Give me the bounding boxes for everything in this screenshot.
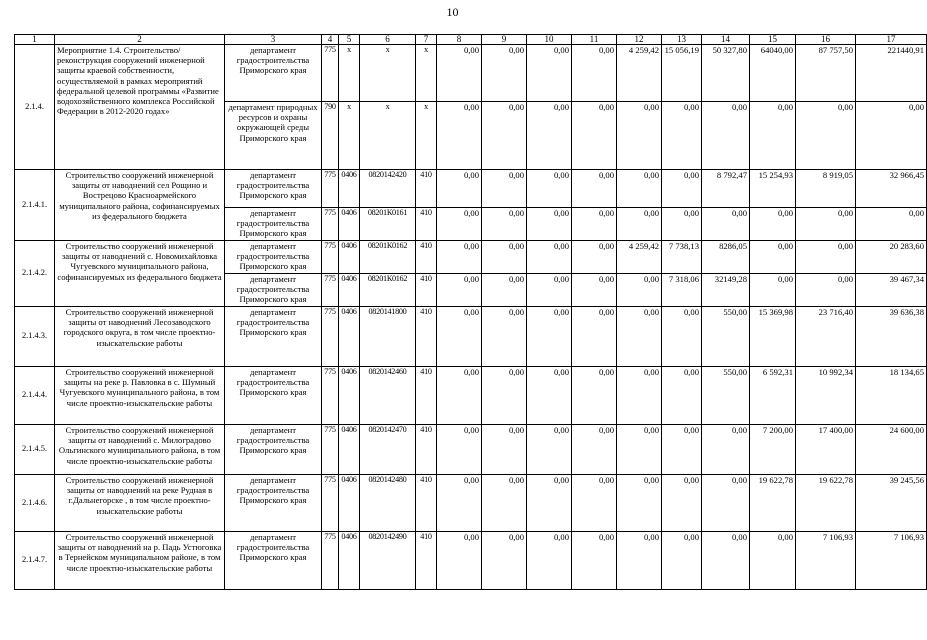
grbs-code: 775 (322, 241, 339, 274)
amount-cell: 4 259,42 (617, 45, 662, 102)
amount-cell: 550,00 (702, 367, 750, 425)
table-row (15, 425, 927, 475)
expense-type-code: 410 (416, 274, 437, 307)
responsible-department: департамент градостроительства Приморского края (225, 170, 322, 208)
amount-cell: 0,00 (437, 208, 482, 241)
section-code: 0406 (339, 307, 360, 367)
amount-cell: 0,00 (617, 170, 662, 208)
amount-cell: 0,00 (750, 102, 796, 170)
amount-cell: 0,00 (437, 102, 482, 170)
amount-cell: 8286,05 (702, 241, 750, 274)
activity-name: Строительство сооружений инженерной защиты от наводнений с. Милоградово Ольгинского муниципального района, в том числе проектно-изыскательские работы (55, 425, 225, 475)
grbs-code: 775 (322, 208, 339, 241)
amount-cell: 87 757,50 (796, 45, 856, 102)
amount-cell: 0,00 (796, 208, 856, 241)
amount-cell: 0,00 (796, 102, 856, 170)
amount-cell: 0,00 (702, 102, 750, 170)
amount-cell: 0,00 (527, 475, 572, 532)
amount-cell: 0,00 (662, 367, 702, 425)
amount-cell: 0,00 (662, 475, 702, 532)
section-code: х (339, 102, 360, 170)
column-number-header: 14 (702, 35, 750, 45)
column-number-header: 7 (416, 35, 437, 45)
column-number-header: 5 (339, 35, 360, 45)
amount-cell: 0,00 (437, 45, 482, 102)
responsible-department: департамент градостроительства Приморского края (225, 532, 322, 590)
amount-cell: 18 134,65 (856, 367, 927, 425)
table-row (15, 45, 927, 102)
target-article-code: 0820141800 (360, 307, 416, 367)
amount-cell: 23 716,40 (796, 307, 856, 367)
amount-cell: 0,00 (527, 425, 572, 475)
amount-cell: 0,00 (662, 532, 702, 590)
amount-cell: 0,00 (796, 274, 856, 307)
responsible-department: департамент градостроительства Приморского края (225, 425, 322, 475)
table-row (15, 475, 927, 532)
activity-name: Строительство сооружений инженерной защиты на реке р. Павловка в с. Шумный Чугуевского муниципального района, в том числе проектно-изыскательские работы (55, 367, 225, 425)
expense-type-code: 410 (416, 532, 437, 590)
amount-cell: 0,00 (617, 102, 662, 170)
grbs-code: 775 (322, 274, 339, 307)
item-code: 2.1.4. (15, 45, 55, 170)
column-number-header: 10 (527, 35, 572, 45)
amount-cell: 64040,00 (750, 45, 796, 102)
amount-cell: 0,00 (617, 307, 662, 367)
amount-cell: 0,00 (750, 208, 796, 241)
amount-cell: 17 400,00 (796, 425, 856, 475)
section-code: 0406 (339, 208, 360, 241)
amount-cell: 0,00 (437, 241, 482, 274)
column-number-header: 12 (617, 35, 662, 45)
grbs-code: 775 (322, 425, 339, 475)
amount-cell: 19 622,78 (796, 475, 856, 532)
amount-cell: 8 792,47 (702, 170, 750, 208)
amount-cell: 0,00 (572, 170, 617, 208)
responsible-department: департамент градостроительства Приморского края (225, 307, 322, 367)
amount-cell: 0,00 (572, 45, 617, 102)
expense-type-code: 410 (416, 475, 437, 532)
column-number-header: 2 (55, 35, 225, 45)
amount-cell: 50 327,80 (702, 45, 750, 102)
amount-cell: 0,00 (437, 307, 482, 367)
target-article-code: х (360, 102, 416, 170)
target-article-code: х (360, 45, 416, 102)
amount-cell: 39 467,34 (856, 274, 927, 307)
item-code: 2.1.4.7. (15, 532, 55, 590)
responsible-department: департамент градостроительства Приморского края (225, 241, 322, 274)
responsible-department: департамент градостроительства Приморского края (225, 208, 322, 241)
expense-type-code: 410 (416, 307, 437, 367)
expense-type-code: 410 (416, 425, 437, 475)
amount-cell: 0,00 (527, 367, 572, 425)
column-number-header: 1 (15, 35, 55, 45)
amount-cell: 0,00 (482, 241, 527, 274)
amount-cell: 0,00 (437, 367, 482, 425)
amount-cell: 0,00 (437, 425, 482, 475)
amount-cell: 0,00 (527, 241, 572, 274)
amount-cell: 7 318,06 (662, 274, 702, 307)
amount-cell: 0,00 (437, 475, 482, 532)
amount-cell: 0,00 (617, 532, 662, 590)
amount-cell: 550,00 (702, 307, 750, 367)
responsible-department: департамент градостроительства Приморского края (225, 274, 322, 307)
amount-cell: 0,00 (662, 307, 702, 367)
amount-cell: 15 369,98 (750, 307, 796, 367)
expense-type-code: 410 (416, 367, 437, 425)
amount-cell: 0,00 (527, 532, 572, 590)
amount-cell: 0,00 (572, 208, 617, 241)
amount-cell: 0,00 (482, 425, 527, 475)
column-number-header: 17 (856, 35, 927, 45)
target-article-code: 0820142420 (360, 170, 416, 208)
amount-cell: 6 592,31 (750, 367, 796, 425)
target-article-code: 0820142460 (360, 367, 416, 425)
target-article-code: 0820142490 (360, 532, 416, 590)
section-code: 0406 (339, 274, 360, 307)
amount-cell: 0,00 (702, 425, 750, 475)
amount-cell: 0,00 (617, 274, 662, 307)
section-code: 0406 (339, 241, 360, 274)
column-number-header-row (15, 35, 927, 45)
column-number-header: 3 (225, 35, 322, 45)
amount-cell: 0,00 (527, 274, 572, 307)
amount-cell: 0,00 (482, 367, 527, 425)
amount-cell: 0,00 (702, 208, 750, 241)
amount-cell: 0,00 (662, 102, 702, 170)
item-code: 2.1.4.1. (15, 170, 55, 241)
amount-cell: 0,00 (856, 208, 927, 241)
expense-type-code: 410 (416, 170, 437, 208)
table-row (15, 241, 927, 274)
amount-cell: 7 106,93 (856, 532, 927, 590)
amount-cell: 0,00 (702, 475, 750, 532)
amount-cell: 0,00 (482, 532, 527, 590)
grbs-code: 775 (322, 532, 339, 590)
responsible-department: департамент градостроительства Приморского края (225, 475, 322, 532)
amount-cell: 0,00 (482, 274, 527, 307)
activity-name: Строительство сооружений инженерной защиты от наводнений сел Рощино и Вострецово Красноармейского муниципального района, софинансируемых из федерального бюджета (55, 170, 225, 241)
amount-cell: 221440,91 (856, 45, 927, 102)
amount-cell: 0,00 (482, 170, 527, 208)
amount-cell: 0,00 (572, 475, 617, 532)
section-code: 0406 (339, 425, 360, 475)
table-row (15, 170, 927, 208)
amount-cell: 0,00 (572, 307, 617, 367)
expense-type-code: х (416, 45, 437, 102)
amount-cell: 7 738,13 (662, 241, 702, 274)
activity-name: Строительство сооружений инженерной защиты от наводнений на р. Падь Устюговка в Тернейском муниципальном районе, в том числе проектно-изыскательские работы (55, 532, 225, 590)
amount-cell: 0,00 (572, 274, 617, 307)
amount-cell: 0,00 (662, 425, 702, 475)
column-number-header: 16 (796, 35, 856, 45)
table-row (15, 307, 927, 367)
target-article-code: 08201К0161 (360, 208, 416, 241)
responsible-department: департамент градостроительства Приморского края (225, 367, 322, 425)
grbs-code: 775 (322, 170, 339, 208)
amount-cell: 0,00 (482, 45, 527, 102)
column-number-header: 8 (437, 35, 482, 45)
expense-type-code: 410 (416, 208, 437, 241)
grbs-code: 790 (322, 102, 339, 170)
item-code: 2.1.4.5. (15, 425, 55, 475)
amount-cell: 0,00 (482, 102, 527, 170)
amount-cell: 0,00 (750, 241, 796, 274)
amount-cell: 0,00 (572, 102, 617, 170)
item-code: 2.1.4.3. (15, 307, 55, 367)
amount-cell: 32 966,45 (856, 170, 927, 208)
amount-cell: 0,00 (750, 274, 796, 307)
amount-cell: 0,00 (572, 241, 617, 274)
item-code: 2.1.4.6. (15, 475, 55, 532)
amount-cell: 0,00 (572, 532, 617, 590)
amount-cell: 0,00 (482, 208, 527, 241)
section-code: х (339, 45, 360, 102)
amount-cell: 0,00 (527, 307, 572, 367)
section-code: 0406 (339, 170, 360, 208)
amount-cell: 4 259,42 (617, 241, 662, 274)
amount-cell: 0,00 (702, 532, 750, 590)
column-number-header: 9 (482, 35, 527, 45)
amount-cell: 0,00 (482, 307, 527, 367)
target-article-code: 08201К0162 (360, 274, 416, 307)
item-code: 2.1.4.2. (15, 241, 55, 307)
amount-cell: 0,00 (572, 425, 617, 475)
amount-cell: 15 254,93 (750, 170, 796, 208)
section-code: 0406 (339, 475, 360, 532)
amount-cell: 0,00 (796, 241, 856, 274)
column-number-header: 11 (572, 35, 617, 45)
expense-type-code: 410 (416, 241, 437, 274)
amount-cell: 7 106,93 (796, 532, 856, 590)
table-row (15, 367, 927, 425)
amount-cell: 0,00 (437, 170, 482, 208)
amount-cell: 0,00 (527, 208, 572, 241)
amount-cell: 0,00 (527, 45, 572, 102)
section-code: 0406 (339, 367, 360, 425)
amount-cell: 0,00 (437, 532, 482, 590)
page-number: 10 (446, 5, 459, 19)
expense-type-code: х (416, 102, 437, 170)
table-row (15, 532, 927, 590)
amount-cell: 0,00 (856, 102, 927, 170)
grbs-code: 775 (322, 475, 339, 532)
column-number-header: 13 (662, 35, 702, 45)
responsible-department: департамент природных ресурсов и охраны окружающей среды Приморского края (225, 102, 322, 170)
amount-cell: 20 283,60 (856, 241, 927, 274)
activity-name: Строительство сооружений инженерной защиты от наводнений на реке Рудная в г.Дальнегорске , в том числе проектно-изыскательские работы (55, 475, 225, 532)
amount-cell: 0,00 (662, 170, 702, 208)
amount-cell: 0,00 (617, 425, 662, 475)
activity-name: Строительство сооружений инженерной защиты от наводнений с. Новомихайловка Чугуевского муниципального района, софинансируемых из федерального бюджета (55, 241, 225, 307)
amount-cell: 39 245,56 (856, 475, 927, 532)
grbs-code: 775 (322, 367, 339, 425)
activity-name: Строительство сооружений инженерной защиты от наводнений Лесозаводского городского округа, в том числе проектно-изыскательские работы (55, 307, 225, 367)
amount-cell: 0,00 (482, 475, 527, 532)
amount-cell: 8 919,05 (796, 170, 856, 208)
amount-cell: 0,00 (617, 208, 662, 241)
target-article-code: 0820142480 (360, 475, 416, 532)
amount-cell: 0,00 (527, 102, 572, 170)
amount-cell: 7 200,00 (750, 425, 796, 475)
item-code: 2.1.4.4. (15, 367, 55, 425)
section-code: 0406 (339, 532, 360, 590)
grbs-code: 775 (322, 307, 339, 367)
budget-table (14, 34, 927, 590)
amount-cell: 0,00 (437, 274, 482, 307)
column-number-header: 15 (750, 35, 796, 45)
amount-cell: 0,00 (572, 367, 617, 425)
amount-cell: 0,00 (662, 208, 702, 241)
target-article-code: 08201К0162 (360, 241, 416, 274)
amount-cell: 0,00 (527, 170, 572, 208)
amount-cell: 0,00 (750, 532, 796, 590)
amount-cell: 0,00 (617, 367, 662, 425)
amount-cell: 10 992,34 (796, 367, 856, 425)
amount-cell: 32149,28 (702, 274, 750, 307)
target-article-code: 0820142470 (360, 425, 416, 475)
amount-cell: 24 600,00 (856, 425, 927, 475)
column-number-header: 6 (360, 35, 416, 45)
column-number-header: 4 (322, 35, 339, 45)
activity-name: Мероприятие 1.4. Строительство/реконструкция сооружений инженерной защиты краевой собственности, осуществляемой в рамках мероприятий федеральной целевой программы «Развитие водохозяйственного комплекса Российской Федерации в 2012-2020 годах» (55, 45, 225, 170)
responsible-department: департамент градостроительства Приморского края (225, 45, 322, 102)
amount-cell: 15 056,19 (662, 45, 702, 102)
amount-cell: 39 636,38 (856, 307, 927, 367)
grbs-code: 775 (322, 45, 339, 102)
amount-cell: 19 622,78 (750, 475, 796, 532)
amount-cell: 0,00 (617, 475, 662, 532)
